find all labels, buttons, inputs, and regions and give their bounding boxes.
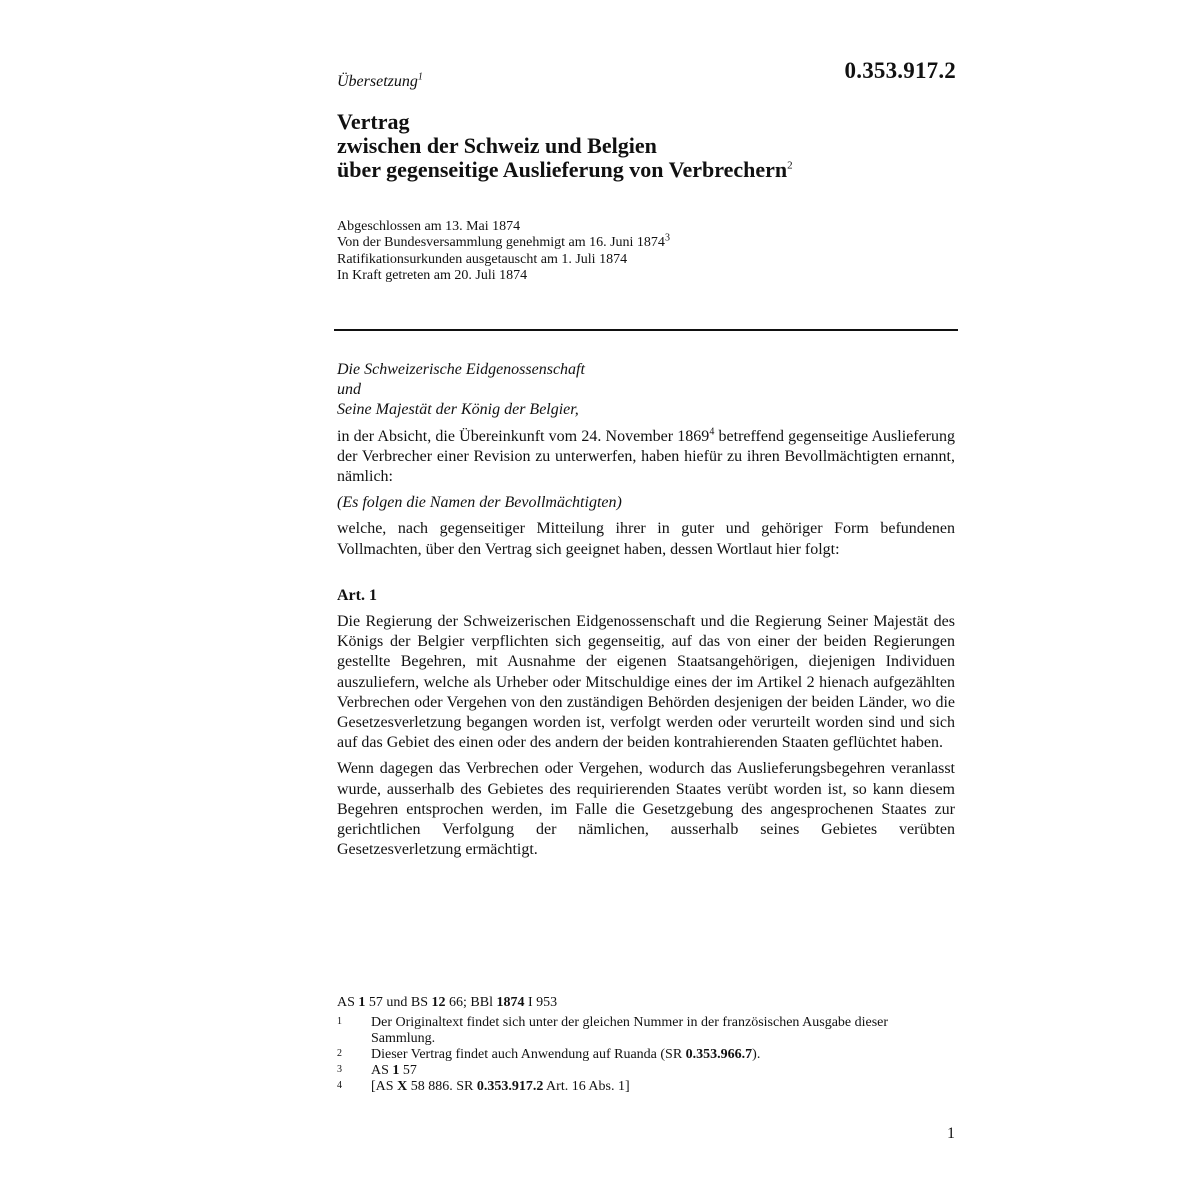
document-body: [337, 360, 955, 860]
bbl-rest: I 953: [524, 995, 558, 1010]
concluded-date: Abgeschlossen am 13. Mai 1874: [337, 219, 521, 234]
party-belgium: Seine Majestät der König der Belgier,: [337, 401, 579, 419]
footnote-4: [337, 1079, 955, 1095]
bs-mid: 66; BBl: [445, 995, 497, 1010]
footnote-ref-2[interactable]: 2: [787, 159, 793, 172]
as-volume: 1: [358, 995, 366, 1010]
footnote-2-text: [371, 1047, 955, 1063]
footnote-4-text-a: [AS: [371, 1079, 398, 1094]
preamble-intent-text-a: in der Absicht, die Übereinkunft vom 24. November 1869: [337, 427, 710, 445]
footnote-4-text-c: 58 886. SR: [407, 1079, 477, 1094]
footnote-4-volume: X: [397, 1079, 408, 1094]
sr-number: 0.353.917.2: [844, 58, 956, 83]
footnote-2-text-a: Dieser Vertrag findet auch Anwendung auf Ruanda (SR: [371, 1047, 686, 1062]
article-1-heading: Art. 1: [337, 586, 377, 604]
document-title: [337, 110, 793, 182]
party-switzerland: Die Schweizerische Eidgenossenschaft: [337, 361, 585, 378]
preamble-closing: welche, nach gegenseitiger Mitteilung ihrer in guter und gehöriger Form befundenen Vollmachten, über den Vertrag sich geeignet haben, dessen Wortlaut hier folgt:: [337, 520, 955, 558]
bbl-year: 1874: [496, 995, 525, 1010]
footnotes: [337, 995, 955, 1095]
title-line-3-text: über gegenseitige Auslieferung von Verbrechern: [337, 157, 788, 182]
footnote-2-text-c: ).: [752, 1047, 761, 1062]
footnote-3: [337, 1063, 955, 1079]
approved-date-text: Von der Bundesversammlung genehmigt am 16. Juni 1874: [337, 235, 665, 251]
footnote-3-text-c: 57: [399, 1063, 417, 1078]
preamble-intent: [337, 427, 955, 488]
footnote-2: [337, 1047, 955, 1063]
treaty-dates: [337, 219, 670, 284]
footnote-1: [337, 1015, 955, 1047]
bs-volume: 12: [431, 995, 446, 1010]
article-1-paragraph-2: Wenn dagegen das Verbrechen oder Vergehen, wodurch das Auslieferungsbegehren veranlasst wurde, ausserhalb des Gebietes des requirierenden Staates verübt worden ist, so kann diesem Begehren entsprochen werden, im Falle die Gesetzgebung des angesprochenen Staates zur gerichtlichen Verfolgung der nämlichen, ausserhalb seines Gebietes verübten Gesetzesverletzung ermächtigt.: [337, 760, 955, 859]
ratification-date: Ratifikationsurkunden ausgetauscht am 1. Juli 1874: [337, 251, 628, 267]
approved-date: [337, 232, 670, 251]
source-reference: [337, 995, 955, 1011]
footnote-2-number: 2: [337, 1048, 342, 1059]
as-prefix: AS: [337, 995, 359, 1010]
title-line-1: Vertrag: [337, 109, 410, 134]
footnote-ref-3[interactable]: 3: [664, 232, 670, 244]
footnote-ref-4[interactable]: 4: [709, 426, 715, 438]
translation-label: [337, 73, 423, 91]
footnote-4-text-e: Art. 16 Abs. 1]: [543, 1079, 630, 1094]
contracting-parties: [337, 360, 955, 421]
translation-label-text: Übersetzung: [337, 73, 418, 90]
plenipotentiaries-note: (Es folgen die Namen der Bevollmächtigten): [337, 494, 622, 512]
footnote-1-number: 1: [337, 1016, 342, 1027]
footnote-4-number: 4: [337, 1080, 342, 1091]
party-conjunction: und: [337, 381, 361, 399]
title-line-2: zwischen der Schweiz und Belgien: [337, 133, 657, 158]
in-force-date: In Kraft getreten am 20. Juli 1874: [337, 267, 528, 283]
preamble-intent-text-b: betreffend gegenseitige Auslieferung der Verbrecher einer Revision zu unterwerfen, haben hiefür zu ihren Bevollmächtigten ernannt, nämlich:: [337, 427, 956, 486]
footnote-ref-1[interactable]: 1: [417, 71, 423, 83]
horizontal-rule: [334, 329, 958, 331]
footnote-3-number: 3: [337, 1064, 342, 1075]
footnote-1-text: Der Originaltext findet sich unter der gleichen Nummer in der französischen Ausgabe dieser Sammlung.: [371, 1015, 889, 1046]
footnote-4-text: [371, 1079, 955, 1095]
article-1-paragraph-1: Die Regierung der Schweizerischen Eidgenossenschaft und die Regierung Seiner Majestät des Königs der Belgier verpflichten sich gegenseitig, auf das von einer der beiden Regierungen gestellte Begehren, mit Ausnahme der eigenen Staatsangehörigen, diejenigen Individuen auszuliefern, welche als Urheber oder Mitschuldige eines der im Artikel 2 hienach aufgezählten Verbrechen oder Vergehen von den zuständigen Behörden desjenigen der beiden Länder, wo die Gesetzesverletzung begangen worden ist, verfolgt werden oder verurteilt worden sind und sich auf das Gebiet des einen oder des andern der beiden kontrahierenden Staaten geflüchtet haben.: [337, 613, 955, 752]
as-mid: 57 und BS: [365, 995, 432, 1010]
footnote-3-text-a: AS: [371, 1063, 393, 1078]
page-number: 1: [947, 1125, 955, 1142]
footnote-4-sr-number[interactable]: 0.353.917.2: [476, 1079, 544, 1094]
title-line-3: [337, 158, 793, 182]
footnote-3-text: [371, 1063, 955, 1079]
footnote-2-sr-number[interactable]: 0.353.966.7: [685, 1047, 753, 1062]
footnote-3-volume: 1: [392, 1063, 400, 1078]
